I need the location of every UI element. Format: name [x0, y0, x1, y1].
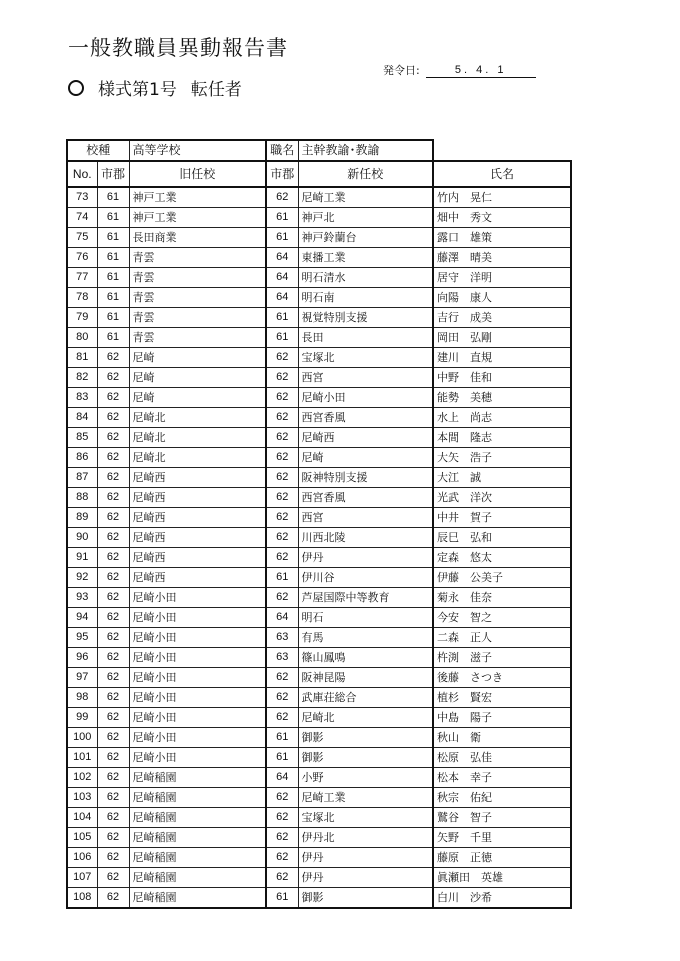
row-old-school: 尼崎	[129, 368, 266, 388]
col-new-school: 新任校	[298, 161, 433, 187]
table-row	[67, 388, 571, 408]
row-name: 今安 智之	[433, 608, 571, 628]
table-row	[67, 228, 571, 248]
row-new-school: 長田	[298, 328, 433, 348]
row-no: 74	[67, 208, 97, 228]
row-old-school: 尼崎	[129, 348, 266, 368]
row-new-school: 尼崎工業	[298, 788, 433, 808]
row-no: 106	[67, 848, 97, 868]
table-row	[67, 868, 571, 888]
table-row	[67, 448, 571, 468]
row-no: 81	[67, 348, 97, 368]
row-old-school: 尼崎西	[129, 508, 266, 528]
row-old-school: 神戸工業	[129, 208, 266, 228]
row-name: 露口 雄策	[433, 228, 571, 248]
row-new-school: 伊丹	[298, 868, 433, 888]
row-new-school: 芦屋国際中等教育	[298, 588, 433, 608]
row-new-city: 62	[266, 808, 298, 828]
row-name: 建川 直規	[433, 348, 571, 368]
row-old-city: 62	[97, 348, 129, 368]
row-old-city: 61	[97, 208, 129, 228]
row-new-school: 尼崎北	[298, 708, 433, 728]
row-no: 104	[67, 808, 97, 828]
row-new-city: 61	[266, 208, 298, 228]
col-name: 氏名	[433, 161, 571, 187]
row-old-school: 尼崎稲園	[129, 868, 266, 888]
row-name: 吉行 成美	[433, 308, 571, 328]
table-row	[67, 768, 571, 788]
table-row	[67, 548, 571, 568]
row-new-city: 62	[266, 508, 298, 528]
row-new-school: 明石清水	[298, 268, 433, 288]
row-new-city: 64	[266, 268, 298, 288]
row-old-city: 62	[97, 848, 129, 868]
table-row	[67, 528, 571, 548]
row-old-city: 62	[97, 688, 129, 708]
issue-date	[383, 62, 536, 78]
row-name: 後藤 さつき	[433, 668, 571, 688]
row-name: 杵渕 滋子	[433, 648, 571, 668]
row-new-city: 64	[266, 248, 298, 268]
table-row	[67, 808, 571, 828]
row-new-city: 62	[266, 848, 298, 868]
row-old-city: 62	[97, 468, 129, 488]
document-title: 一般教職員異動報告書	[68, 36, 288, 60]
col-old-school: 旧任校	[129, 161, 266, 187]
row-old-city: 62	[97, 868, 129, 888]
row-name: 本間 隆志	[433, 428, 571, 448]
row-name: 竹内 晃仁	[433, 187, 571, 208]
row-old-school: 尼崎西	[129, 528, 266, 548]
row-new-school: 尼崎	[298, 448, 433, 468]
row-new-school: 明石南	[298, 288, 433, 308]
row-old-school: 尼崎	[129, 388, 266, 408]
table-row	[67, 848, 571, 868]
table-row	[67, 568, 571, 588]
row-old-city: 61	[97, 248, 129, 268]
row-no: 78	[67, 288, 97, 308]
row-old-city: 62	[97, 388, 129, 408]
table-row	[67, 688, 571, 708]
row-old-city: 62	[97, 888, 129, 909]
row-no: 101	[67, 748, 97, 768]
issue-date-value: 5. 4. 1	[426, 64, 536, 78]
row-no: 76	[67, 248, 97, 268]
row-old-city: 62	[97, 708, 129, 728]
row-name: 矢野 千里	[433, 828, 571, 848]
row-old-school: 尼崎稲園	[129, 768, 266, 788]
row-new-city: 63	[266, 648, 298, 668]
row-old-city: 62	[97, 448, 129, 468]
row-old-school: 青雲	[129, 328, 266, 348]
row-no: 83	[67, 388, 97, 408]
row-name: 向陽 康人	[433, 288, 571, 308]
row-no: 85	[67, 428, 97, 448]
table-row	[67, 708, 571, 728]
row-no: 73	[67, 187, 97, 208]
row-old-school: 青雲	[129, 268, 266, 288]
row-no: 86	[67, 448, 97, 468]
table-row	[67, 588, 571, 608]
circle-mark-icon	[68, 80, 84, 96]
column-header-row	[67, 161, 571, 187]
table-row	[67, 888, 571, 909]
row-old-school: 尼崎小田	[129, 748, 266, 768]
table-row	[67, 628, 571, 648]
row-no: 100	[67, 728, 97, 748]
row-old-city: 62	[97, 588, 129, 608]
table-row	[67, 328, 571, 348]
table-row	[67, 488, 571, 508]
row-new-school: 篠山鳳鳴	[298, 648, 433, 668]
row-new-city: 62	[266, 468, 298, 488]
row-no: 95	[67, 628, 97, 648]
row-new-city: 64	[266, 288, 298, 308]
row-no: 89	[67, 508, 97, 528]
row-new-school: 御影	[298, 748, 433, 768]
row-old-school: 尼崎北	[129, 428, 266, 448]
row-old-city: 62	[97, 528, 129, 548]
row-new-city: 62	[266, 187, 298, 208]
row-new-school: 尼崎小田	[298, 388, 433, 408]
row-no: 91	[67, 548, 97, 568]
row-name: 定森 悠太	[433, 548, 571, 568]
row-old-school: 尼崎西	[129, 468, 266, 488]
meta-row	[67, 140, 571, 161]
row-new-school: 視覚特別支援	[298, 308, 433, 328]
row-new-school: 阪神特別支援	[298, 468, 433, 488]
row-old-city: 62	[97, 568, 129, 588]
row-old-school: 青雲	[129, 288, 266, 308]
row-old-city: 62	[97, 668, 129, 688]
row-old-city: 61	[97, 187, 129, 208]
row-name: 能勢 美穂	[433, 388, 571, 408]
row-no: 90	[67, 528, 97, 548]
form-subtitle	[68, 75, 242, 100]
row-new-school: 西宮	[298, 368, 433, 388]
row-old-school: 神戸工業	[129, 187, 266, 208]
issue-date-label: 発令日:	[383, 64, 420, 77]
school-type-label: 校種	[67, 140, 129, 161]
position-value: 主幹教諭･教諭	[298, 140, 433, 161]
row-new-school: 有馬	[298, 628, 433, 648]
meta-row-blank	[433, 140, 571, 161]
row-old-school: 尼崎稲園	[129, 828, 266, 848]
row-no: 96	[67, 648, 97, 668]
row-no: 77	[67, 268, 97, 288]
row-no: 98	[67, 688, 97, 708]
row-old-school: 長田商業	[129, 228, 266, 248]
row-old-city: 62	[97, 508, 129, 528]
row-name: 中井 賀子	[433, 508, 571, 528]
row-no: 103	[67, 788, 97, 808]
row-name: 松原 弘佳	[433, 748, 571, 768]
row-new-school: 御影	[298, 888, 433, 909]
row-new-city: 62	[266, 348, 298, 368]
row-new-city: 62	[266, 448, 298, 468]
row-old-school: 尼崎西	[129, 548, 266, 568]
row-new-city: 62	[266, 688, 298, 708]
form-type: 転任者	[190, 80, 242, 100]
row-name: 植杉 賢宏	[433, 688, 571, 708]
table-row	[67, 187, 571, 208]
row-name: 秋宗 佑紀	[433, 788, 571, 808]
row-no: 79	[67, 308, 97, 328]
row-new-city: 62	[266, 668, 298, 688]
position-label: 職名	[266, 140, 298, 161]
row-new-school: 阪神昆陽	[298, 668, 433, 688]
row-new-city: 62	[266, 488, 298, 508]
row-no: 107	[67, 868, 97, 888]
row-name: 秋山 衛	[433, 728, 571, 748]
row-old-city: 62	[97, 488, 129, 508]
row-old-school: 青雲	[129, 248, 266, 268]
table-row	[67, 748, 571, 768]
row-old-school: 尼崎小田	[129, 608, 266, 628]
row-old-city: 62	[97, 828, 129, 848]
row-new-school: 神戸鈴蘭台	[298, 228, 433, 248]
row-new-school: 伊丹	[298, 848, 433, 868]
row-no: 108	[67, 888, 97, 909]
row-name: 水上 尚志	[433, 408, 571, 428]
row-new-city: 61	[266, 308, 298, 328]
transfer-table	[66, 139, 572, 909]
table-row	[67, 308, 571, 328]
row-no: 93	[67, 588, 97, 608]
row-old-school: 尼崎小田	[129, 728, 266, 748]
row-old-school: 尼崎小田	[129, 588, 266, 608]
row-new-city: 62	[266, 548, 298, 568]
row-name: 光武 洋次	[433, 488, 571, 508]
row-new-city: 62	[266, 368, 298, 388]
row-old-school: 尼崎小田	[129, 688, 266, 708]
row-old-city: 62	[97, 608, 129, 628]
row-old-city: 62	[97, 728, 129, 748]
table-row	[67, 788, 571, 808]
row-old-city: 62	[97, 548, 129, 568]
row-new-city: 62	[266, 528, 298, 548]
row-new-city: 62	[266, 408, 298, 428]
col-new-city: 市郡	[266, 161, 298, 187]
row-no: 94	[67, 608, 97, 628]
row-old-city: 61	[97, 268, 129, 288]
row-old-school: 尼崎小田	[129, 708, 266, 728]
row-old-city: 61	[97, 308, 129, 328]
table-row	[67, 208, 571, 228]
table-row	[67, 508, 571, 528]
row-new-school: 伊丹	[298, 548, 433, 568]
table-row	[67, 668, 571, 688]
row-old-city: 62	[97, 768, 129, 788]
row-name: 中野 佳和	[433, 368, 571, 388]
table-row	[67, 608, 571, 628]
row-new-school: 東播工業	[298, 248, 433, 268]
row-new-school: 明石	[298, 608, 433, 628]
table-row	[67, 648, 571, 668]
row-new-city: 62	[266, 708, 298, 728]
row-no: 88	[67, 488, 97, 508]
row-new-city: 61	[266, 748, 298, 768]
row-new-school: 宝塚北	[298, 348, 433, 368]
row-name: 鷲谷 智子	[433, 808, 571, 828]
row-new-school: 西宮香風	[298, 488, 433, 508]
table-row	[67, 728, 571, 748]
row-old-school: 尼崎小田	[129, 668, 266, 688]
row-name: 中島 陽子	[433, 708, 571, 728]
row-old-city: 62	[97, 368, 129, 388]
row-old-school: 尼崎小田	[129, 648, 266, 668]
row-name: 伊藤 公美子	[433, 568, 571, 588]
row-new-city: 61	[266, 888, 298, 909]
table-row	[67, 288, 571, 308]
row-new-city: 62	[266, 828, 298, 848]
row-name: 菊永 佳奈	[433, 588, 571, 608]
row-name: 岡田 弘剛	[433, 328, 571, 348]
row-new-city: 63	[266, 628, 298, 648]
row-name: 松本 幸子	[433, 768, 571, 788]
row-old-school: 尼崎西	[129, 488, 266, 508]
row-name: 居守 洋明	[433, 268, 571, 288]
row-old-school: 尼崎稲園	[129, 888, 266, 909]
row-old-city: 61	[97, 228, 129, 248]
row-no: 97	[67, 668, 97, 688]
row-no: 87	[67, 468, 97, 488]
row-old-city: 62	[97, 428, 129, 448]
col-old-city: 市郡	[97, 161, 129, 187]
row-new-school: 川西北陵	[298, 528, 433, 548]
row-old-school: 青雲	[129, 308, 266, 328]
row-no: 82	[67, 368, 97, 388]
row-old-school: 尼崎北	[129, 408, 266, 428]
row-old-city: 62	[97, 648, 129, 668]
row-old-school: 尼崎稲園	[129, 808, 266, 828]
row-new-school: 武庫荘総合	[298, 688, 433, 708]
row-no: 105	[67, 828, 97, 848]
table-row	[67, 348, 571, 368]
row-new-city: 61	[266, 568, 298, 588]
row-old-city: 62	[97, 808, 129, 828]
table-row	[67, 248, 571, 268]
row-new-city: 64	[266, 608, 298, 628]
table-row	[67, 428, 571, 448]
row-old-city: 61	[97, 328, 129, 348]
row-no: 75	[67, 228, 97, 248]
row-new-city: 62	[266, 588, 298, 608]
row-new-city: 64	[266, 768, 298, 788]
row-old-city: 62	[97, 748, 129, 768]
row-new-school: 尼崎工業	[298, 187, 433, 208]
row-new-city: 61	[266, 728, 298, 748]
row-new-city: 61	[266, 228, 298, 248]
row-name: 大矢 浩子	[433, 448, 571, 468]
table-row	[67, 268, 571, 288]
row-new-school: 宝塚北	[298, 808, 433, 828]
row-name: 眞瀬田 英雄	[433, 868, 571, 888]
row-name: 辰巳 弘和	[433, 528, 571, 548]
row-new-school: 小野	[298, 768, 433, 788]
row-old-city: 61	[97, 288, 129, 308]
row-no: 80	[67, 328, 97, 348]
row-old-city: 62	[97, 408, 129, 428]
row-new-city: 62	[266, 388, 298, 408]
table-row	[67, 408, 571, 428]
row-no: 84	[67, 408, 97, 428]
row-new-school: 神戸北	[298, 208, 433, 228]
row-new-city: 62	[266, 868, 298, 888]
row-new-school: 西宮	[298, 508, 433, 528]
school-type-value: 高等学校	[129, 140, 266, 161]
row-old-school: 尼崎西	[129, 568, 266, 588]
row-old-school: 尼崎稲園	[129, 848, 266, 868]
row-new-city: 62	[266, 428, 298, 448]
row-name: 白川 沙希	[433, 888, 571, 909]
row-no: 99	[67, 708, 97, 728]
row-name: 大江 誠	[433, 468, 571, 488]
row-old-city: 62	[97, 788, 129, 808]
row-name: 藤原 正徳	[433, 848, 571, 868]
row-no: 102	[67, 768, 97, 788]
row-new-school: 伊丹北	[298, 828, 433, 848]
row-new-school: 西宮香風	[298, 408, 433, 428]
row-name: 畑中 秀文	[433, 208, 571, 228]
row-old-city: 62	[97, 628, 129, 648]
form-name: 様式第1号	[98, 80, 177, 100]
row-new-school: 伊川谷	[298, 568, 433, 588]
row-new-school: 尼崎西	[298, 428, 433, 448]
row-new-school: 御影	[298, 728, 433, 748]
row-new-city: 61	[266, 328, 298, 348]
row-old-school: 尼崎稲園	[129, 788, 266, 808]
row-old-school: 尼崎北	[129, 448, 266, 468]
col-no: No.	[67, 161, 97, 187]
table-row	[67, 368, 571, 388]
table-row	[67, 828, 571, 848]
table-row	[67, 468, 571, 488]
row-old-school: 尼崎小田	[129, 628, 266, 648]
row-name: 二森 正人	[433, 628, 571, 648]
row-no: 92	[67, 568, 97, 588]
row-new-city: 62	[266, 788, 298, 808]
row-name: 藤澤 晴美	[433, 248, 571, 268]
